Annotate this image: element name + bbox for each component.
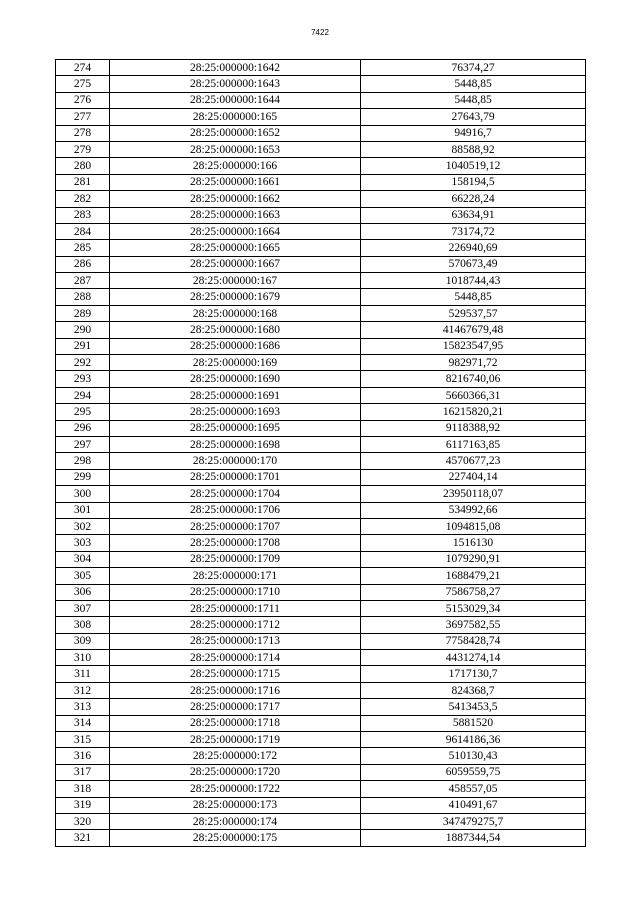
table-row (56, 158, 586, 174)
table-row (56, 764, 586, 780)
cadastral-value-cell: 1887344,54 (361, 830, 586, 846)
row-number-cell: 280 (56, 158, 110, 174)
table-row (56, 240, 586, 256)
cadastral-number-cell: 28:25:000000:1664 (110, 223, 361, 239)
row-number-cell: 297 (56, 436, 110, 452)
cadastral-value-cell: 5153029,34 (361, 600, 586, 616)
table-row (56, 355, 586, 371)
cadastral-number-cell: 28:25:000000:1720 (110, 764, 361, 780)
table-row (56, 338, 586, 354)
cadastral-value-cell: 227404,14 (361, 469, 586, 485)
table-row (56, 486, 586, 502)
cadastral-value-table (55, 59, 586, 847)
cadastral-number-cell: 28:25:000000:1714 (110, 650, 361, 666)
row-number-cell: 314 (56, 715, 110, 731)
cadastral-number-cell: 28:25:000000:174 (110, 813, 361, 829)
cadastral-value-cell: 88588,92 (361, 141, 586, 157)
table-row (56, 289, 586, 305)
table-row (56, 92, 586, 108)
cadastral-value-cell: 529537,57 (361, 305, 586, 321)
row-number-cell: 274 (56, 60, 110, 76)
cadastral-number-cell: 28:25:000000:175 (110, 830, 361, 846)
table-row (56, 650, 586, 666)
cadastral-value-cell: 66228,24 (361, 191, 586, 207)
cadastral-value-cell: 5448,85 (361, 76, 586, 92)
row-number-cell: 317 (56, 764, 110, 780)
row-number-cell: 287 (56, 273, 110, 289)
cadastral-number-cell: 28:25:000000:1722 (110, 781, 361, 797)
cadastral-number-cell: 28:25:000000:1653 (110, 141, 361, 157)
cadastral-number-cell: 28:25:000000:1663 (110, 207, 361, 223)
row-number-cell: 295 (56, 404, 110, 420)
table-row (56, 207, 586, 223)
table-row (56, 748, 586, 764)
cadastral-value-cell: 9614186,36 (361, 732, 586, 748)
cadastral-value-cell: 8216740,06 (361, 371, 586, 387)
table-row (56, 682, 586, 698)
cadastral-value-cell: 5413453,5 (361, 699, 586, 715)
cadastral-number-cell: 28:25:000000:1643 (110, 76, 361, 92)
cadastral-number-cell: 28:25:000000:1693 (110, 404, 361, 420)
table-row (56, 174, 586, 190)
row-number-cell: 305 (56, 568, 110, 584)
row-number-cell: 309 (56, 633, 110, 649)
table-row (56, 830, 586, 846)
row-number-cell: 306 (56, 584, 110, 600)
cadastral-number-cell: 28:25:000000:1715 (110, 666, 361, 682)
row-number-cell: 290 (56, 322, 110, 338)
page-number: 7422 (311, 28, 329, 37)
cadastral-value-cell: 6117163,85 (361, 436, 586, 452)
cadastral-number-cell: 28:25:000000:1707 (110, 518, 361, 534)
row-number-cell: 288 (56, 289, 110, 305)
cadastral-value-cell: 27643,79 (361, 109, 586, 125)
cadastral-number-cell: 28:25:000000:1695 (110, 420, 361, 436)
cadastral-number-cell: 28:25:000000:1642 (110, 60, 361, 76)
table-row (56, 797, 586, 813)
cadastral-number-cell: 28:25:000000:1652 (110, 125, 361, 141)
table-row (56, 125, 586, 141)
table-row (56, 109, 586, 125)
cadastral-number-cell: 28:25:000000:1717 (110, 699, 361, 715)
cadastral-value-cell: 158194,5 (361, 174, 586, 190)
cadastral-number-cell: 28:25:000000:170 (110, 453, 361, 469)
row-number-cell: 320 (56, 813, 110, 829)
table-row (56, 223, 586, 239)
cadastral-number-cell: 28:25:000000:1713 (110, 633, 361, 649)
cadastral-number-cell: 28:25:000000:1712 (110, 617, 361, 633)
table-row (56, 584, 586, 600)
row-number-cell: 321 (56, 830, 110, 846)
cadastral-number-cell: 28:25:000000:1698 (110, 436, 361, 452)
cadastral-number-cell: 28:25:000000:1665 (110, 240, 361, 256)
cadastral-value-cell: 1094815,08 (361, 518, 586, 534)
table-row (56, 469, 586, 485)
table-row (56, 502, 586, 518)
table-row (56, 420, 586, 436)
row-number-cell: 282 (56, 191, 110, 207)
cadastral-value-cell: 41467679,48 (361, 322, 586, 338)
cadastral-number-cell: 28:25:000000:172 (110, 748, 361, 764)
cadastral-value-cell: 15823547,95 (361, 338, 586, 354)
row-number-cell: 276 (56, 92, 110, 108)
cadastral-number-cell: 28:25:000000:166 (110, 158, 361, 174)
row-number-cell: 278 (56, 125, 110, 141)
cadastral-value-cell: 7758428,74 (361, 633, 586, 649)
table-row (56, 617, 586, 633)
row-number-cell: 312 (56, 682, 110, 698)
cadastral-value-cell: 4570677,23 (361, 453, 586, 469)
table-row (56, 453, 586, 469)
cadastral-value-cell: 570673,49 (361, 256, 586, 272)
table-row (56, 666, 586, 682)
cadastral-value-cell: 1516130 (361, 535, 586, 551)
row-number-cell: 319 (56, 797, 110, 813)
cadastral-value-cell: 16215820,21 (361, 404, 586, 420)
table-row (56, 535, 586, 551)
table-row (56, 732, 586, 748)
table-row (56, 781, 586, 797)
row-number-cell: 302 (56, 518, 110, 534)
row-number-cell: 289 (56, 305, 110, 321)
cadastral-value-cell: 824368,7 (361, 682, 586, 698)
cadastral-value-cell: 5881520 (361, 715, 586, 731)
row-number-cell: 293 (56, 371, 110, 387)
cadastral-value-cell: 73174,72 (361, 223, 586, 239)
table-row (56, 813, 586, 829)
cadastral-value-cell: 1079290,91 (361, 551, 586, 567)
row-number-cell: 315 (56, 732, 110, 748)
cadastral-number-cell: 28:25:000000:1691 (110, 387, 361, 403)
cadastral-number-cell: 28:25:000000:1679 (110, 289, 361, 305)
cadastral-number-cell: 28:25:000000:1709 (110, 551, 361, 567)
cadastral-value-cell: 1688479,21 (361, 568, 586, 584)
cadastral-value-cell: 347479275,7 (361, 813, 586, 829)
row-number-cell: 313 (56, 699, 110, 715)
cadastral-value-cell: 4431274,14 (361, 650, 586, 666)
cadastral-number-cell: 28:25:000000:171 (110, 568, 361, 584)
row-number-cell: 318 (56, 781, 110, 797)
table-row (56, 322, 586, 338)
cadastral-number-cell: 28:25:000000:1690 (110, 371, 361, 387)
cadastral-value-cell: 6059559,75 (361, 764, 586, 780)
row-number-cell: 283 (56, 207, 110, 223)
cadastral-number-cell: 28:25:000000:1711 (110, 600, 361, 616)
row-number-cell: 310 (56, 650, 110, 666)
table-row (56, 404, 586, 420)
table-row (56, 518, 586, 534)
row-number-cell: 286 (56, 256, 110, 272)
cadastral-number-cell: 28:25:000000:173 (110, 797, 361, 813)
row-number-cell: 284 (56, 223, 110, 239)
table-row (56, 76, 586, 92)
cadastral-value-cell: 94916,7 (361, 125, 586, 141)
cadastral-number-cell: 28:25:000000:1718 (110, 715, 361, 731)
cadastral-value-cell: 458557,05 (361, 781, 586, 797)
row-number-cell: 300 (56, 486, 110, 502)
cadastral-number-cell: 28:25:000000:1710 (110, 584, 361, 600)
cadastral-number-cell: 28:25:000000:1708 (110, 535, 361, 551)
cadastral-number-cell: 28:25:000000:1686 (110, 338, 361, 354)
table-row (56, 256, 586, 272)
row-number-cell: 281 (56, 174, 110, 190)
cadastral-value-cell: 5660366,31 (361, 387, 586, 403)
cadastral-number-cell: 28:25:000000:168 (110, 305, 361, 321)
cadastral-number-cell: 28:25:000000:169 (110, 355, 361, 371)
cadastral-value-cell: 5448,85 (361, 289, 586, 305)
row-number-cell: 308 (56, 617, 110, 633)
cadastral-value-cell: 510130,43 (361, 748, 586, 764)
row-number-cell: 296 (56, 420, 110, 436)
cadastral-value-cell: 5448,85 (361, 92, 586, 108)
cadastral-number-cell: 28:25:000000:1719 (110, 732, 361, 748)
row-number-cell: 301 (56, 502, 110, 518)
cadastral-number-cell: 28:25:000000:1662 (110, 191, 361, 207)
table-row (56, 371, 586, 387)
table-row (56, 699, 586, 715)
table-row (56, 715, 586, 731)
row-number-cell: 275 (56, 76, 110, 92)
table-row (56, 633, 586, 649)
cadastral-number-cell: 28:25:000000:165 (110, 109, 361, 125)
row-number-cell: 307 (56, 600, 110, 616)
cadastral-value-cell: 3697582,55 (361, 617, 586, 633)
table-row (56, 600, 586, 616)
cadastral-value-cell: 982971,72 (361, 355, 586, 371)
table-row (56, 568, 586, 584)
cadastral-value-cell: 1717130,7 (361, 666, 586, 682)
table-row (56, 141, 586, 157)
cadastral-number-cell: 28:25:000000:1680 (110, 322, 361, 338)
cadastral-value-cell: 9118388,92 (361, 420, 586, 436)
cadastral-number-cell: 28:25:000000:1716 (110, 682, 361, 698)
cadastral-number-cell: 28:25:000000:1644 (110, 92, 361, 108)
table-row (56, 387, 586, 403)
cadastral-value-cell: 23950118,07 (361, 486, 586, 502)
cadastral-value-cell: 534992,66 (361, 502, 586, 518)
table-row (56, 305, 586, 321)
table-row (56, 191, 586, 207)
row-number-cell: 304 (56, 551, 110, 567)
row-number-cell: 277 (56, 109, 110, 125)
cadastral-number-cell: 28:25:000000:167 (110, 273, 361, 289)
cadastral-value-cell: 226940,69 (361, 240, 586, 256)
cadastral-value-cell: 1040519,12 (361, 158, 586, 174)
table-body (56, 60, 586, 847)
row-number-cell: 316 (56, 748, 110, 764)
row-number-cell: 279 (56, 141, 110, 157)
cadastral-value-cell: 76374,27 (361, 60, 586, 76)
row-number-cell: 298 (56, 453, 110, 469)
table-row (56, 551, 586, 567)
cadastral-value-cell: 7586758,27 (361, 584, 586, 600)
cadastral-value-cell: 1018744,43 (361, 273, 586, 289)
cadastral-number-cell: 28:25:000000:1706 (110, 502, 361, 518)
row-number-cell: 299 (56, 469, 110, 485)
table-row (56, 60, 586, 76)
row-number-cell: 291 (56, 338, 110, 354)
row-number-cell: 292 (56, 355, 110, 371)
table-row (56, 273, 586, 289)
row-number-cell: 303 (56, 535, 110, 551)
cadastral-number-cell: 28:25:000000:1667 (110, 256, 361, 272)
cadastral-number-cell: 28:25:000000:1661 (110, 174, 361, 190)
row-number-cell: 311 (56, 666, 110, 682)
row-number-cell: 294 (56, 387, 110, 403)
row-number-cell: 285 (56, 240, 110, 256)
cadastral-value-cell: 63634,91 (361, 207, 586, 223)
table-row (56, 436, 586, 452)
cadastral-value-cell: 410491,67 (361, 797, 586, 813)
cadastral-number-cell: 28:25:000000:1701 (110, 469, 361, 485)
cadastral-number-cell: 28:25:000000:1704 (110, 486, 361, 502)
